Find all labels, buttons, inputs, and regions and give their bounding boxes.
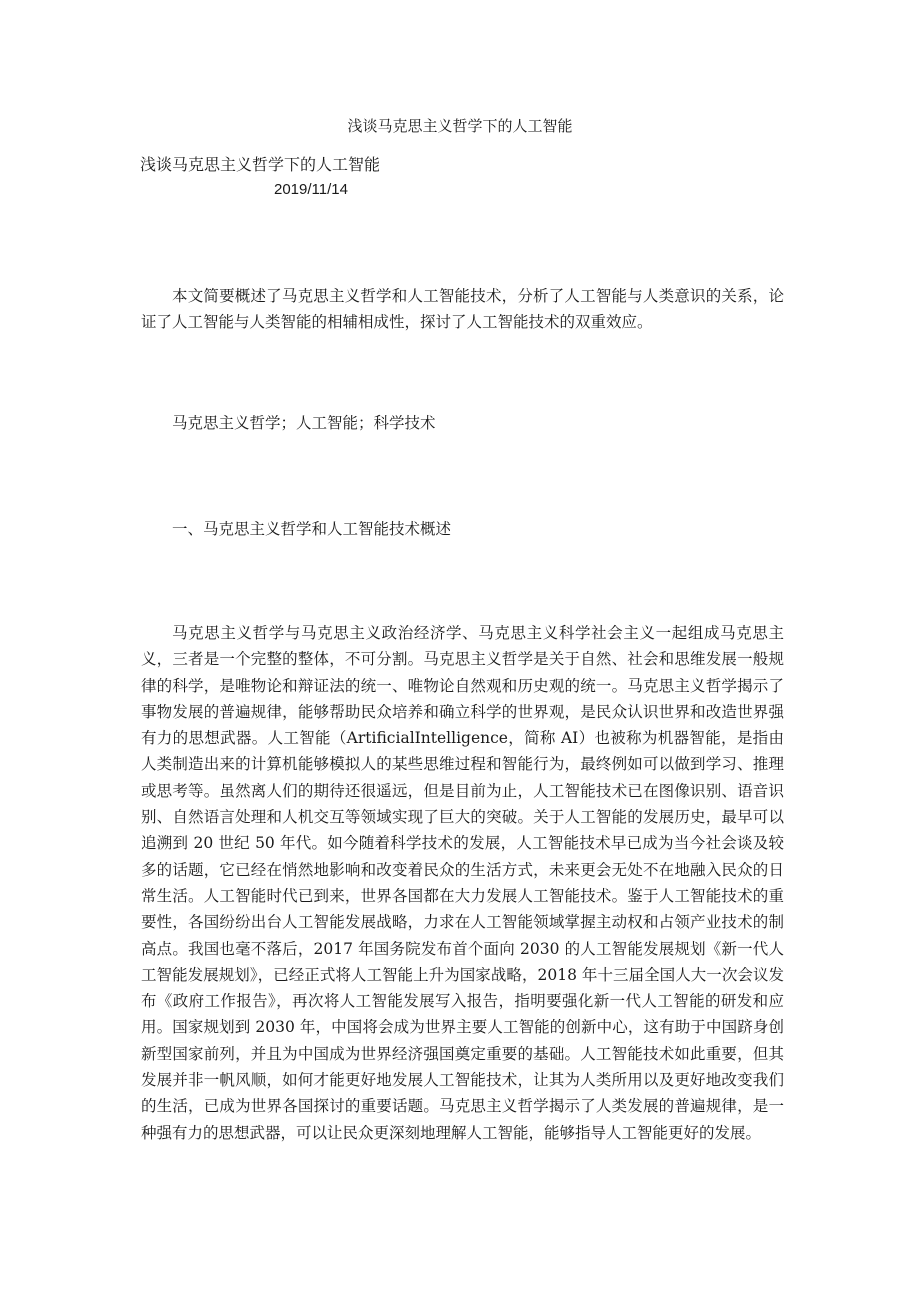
section-heading: 一、马克思主义哲学和人工智能技术概述 xyxy=(172,520,452,538)
document-date: 2019/11/14 xyxy=(274,181,348,198)
abstract-paragraph: 本文简要概述了马克思主义哲学和人工智能技术，分析了人工智能与人类意识的关系，论证了人工智能与人类智能的相辅相成性，探讨了人工智能技术的双重效应。 xyxy=(141,287,784,332)
document-title: 浅谈马克思主义哲学下的人工智能 xyxy=(140,155,381,174)
body-paragraph: 马克思主义哲学与马克思主义政治经济学、马克思主义科学社会主义一起组成马克思主义，三者是一个完整的整体，不可分割。马克思主义哲学是关于自然、社会和思维发展一般规律的科学，是唯物论和辩证法的统一、唯物论自然观和历史观的统一。马克思主义哲学揭示了事物发展的普遍规律，能够帮助民众培养和确立科学的世界观，是民众认识世界和改造世界强有力的思想武器。人工智能（ArtificialIntelligence，简称 AI）也被称为机器智能，是指由人类制造出来的计算机能够模拟人的某些思维过程和智能行为，最终例如可以做到学习、推理或思考等。虽然离人们的期待还很遥远，但是目前为止，人工智能技术已在图像识别、语音识别、自然语言处理和人机交互等领域实现了巨大的突破。关于人工智能的发展历史，最早可以追溯到 20 世纪 50 年代。如今随着科学技术的发展，人工智能技术早已成为当今社会谈及较多的话题，它已经在悄然地影响和改变着民众的生活方式，未来更会无处不在地融入民众的日常生活。人工智能时代已到来，世界各国都在大力发展人工智能技术。鉴于人工智能技术的重要性，各国纷纷出台人工智能发展战略，力求在人工智能领域掌握主动权和占领产业技术的制高点。我国也毫不落后，2017 年国务院发布首个面向 2030 的人工智能发展规划《新一代人工智能发展规划》，已经正式将人工智能上升为国家战略，2018 年十三届全国人大一次会议发布《政府工作报告》，再次将人工智能发展写入报告，指明要强化新一代人工智能的研发和应用。国家规划到 2030 年，中国将会成为世界主要人工智能的创新中心，这有助于中国跻身创新型国家前列，并且为中国成为世界经济强国奠定重要的基础。人工智能技术如此重要，但其发展并非一帆风顺，如何才能更好地发展人工智能技术，让其为人类所用以及更好地改变我们的生活，已成为世界各国探讨的重要话题。马克思主义哲学揭示了人类发展的普遍规律，是一种强有力的思想武器，可以让民众更深刻地理解人工智能，能够指导人工智能更好的发展。 xyxy=(141,624,784,1142)
keywords-line: 马克思主义哲学；人工智能；科学技术 xyxy=(172,414,436,432)
page-header-title: 浅谈马克思主义哲学下的人工智能 xyxy=(347,117,573,135)
